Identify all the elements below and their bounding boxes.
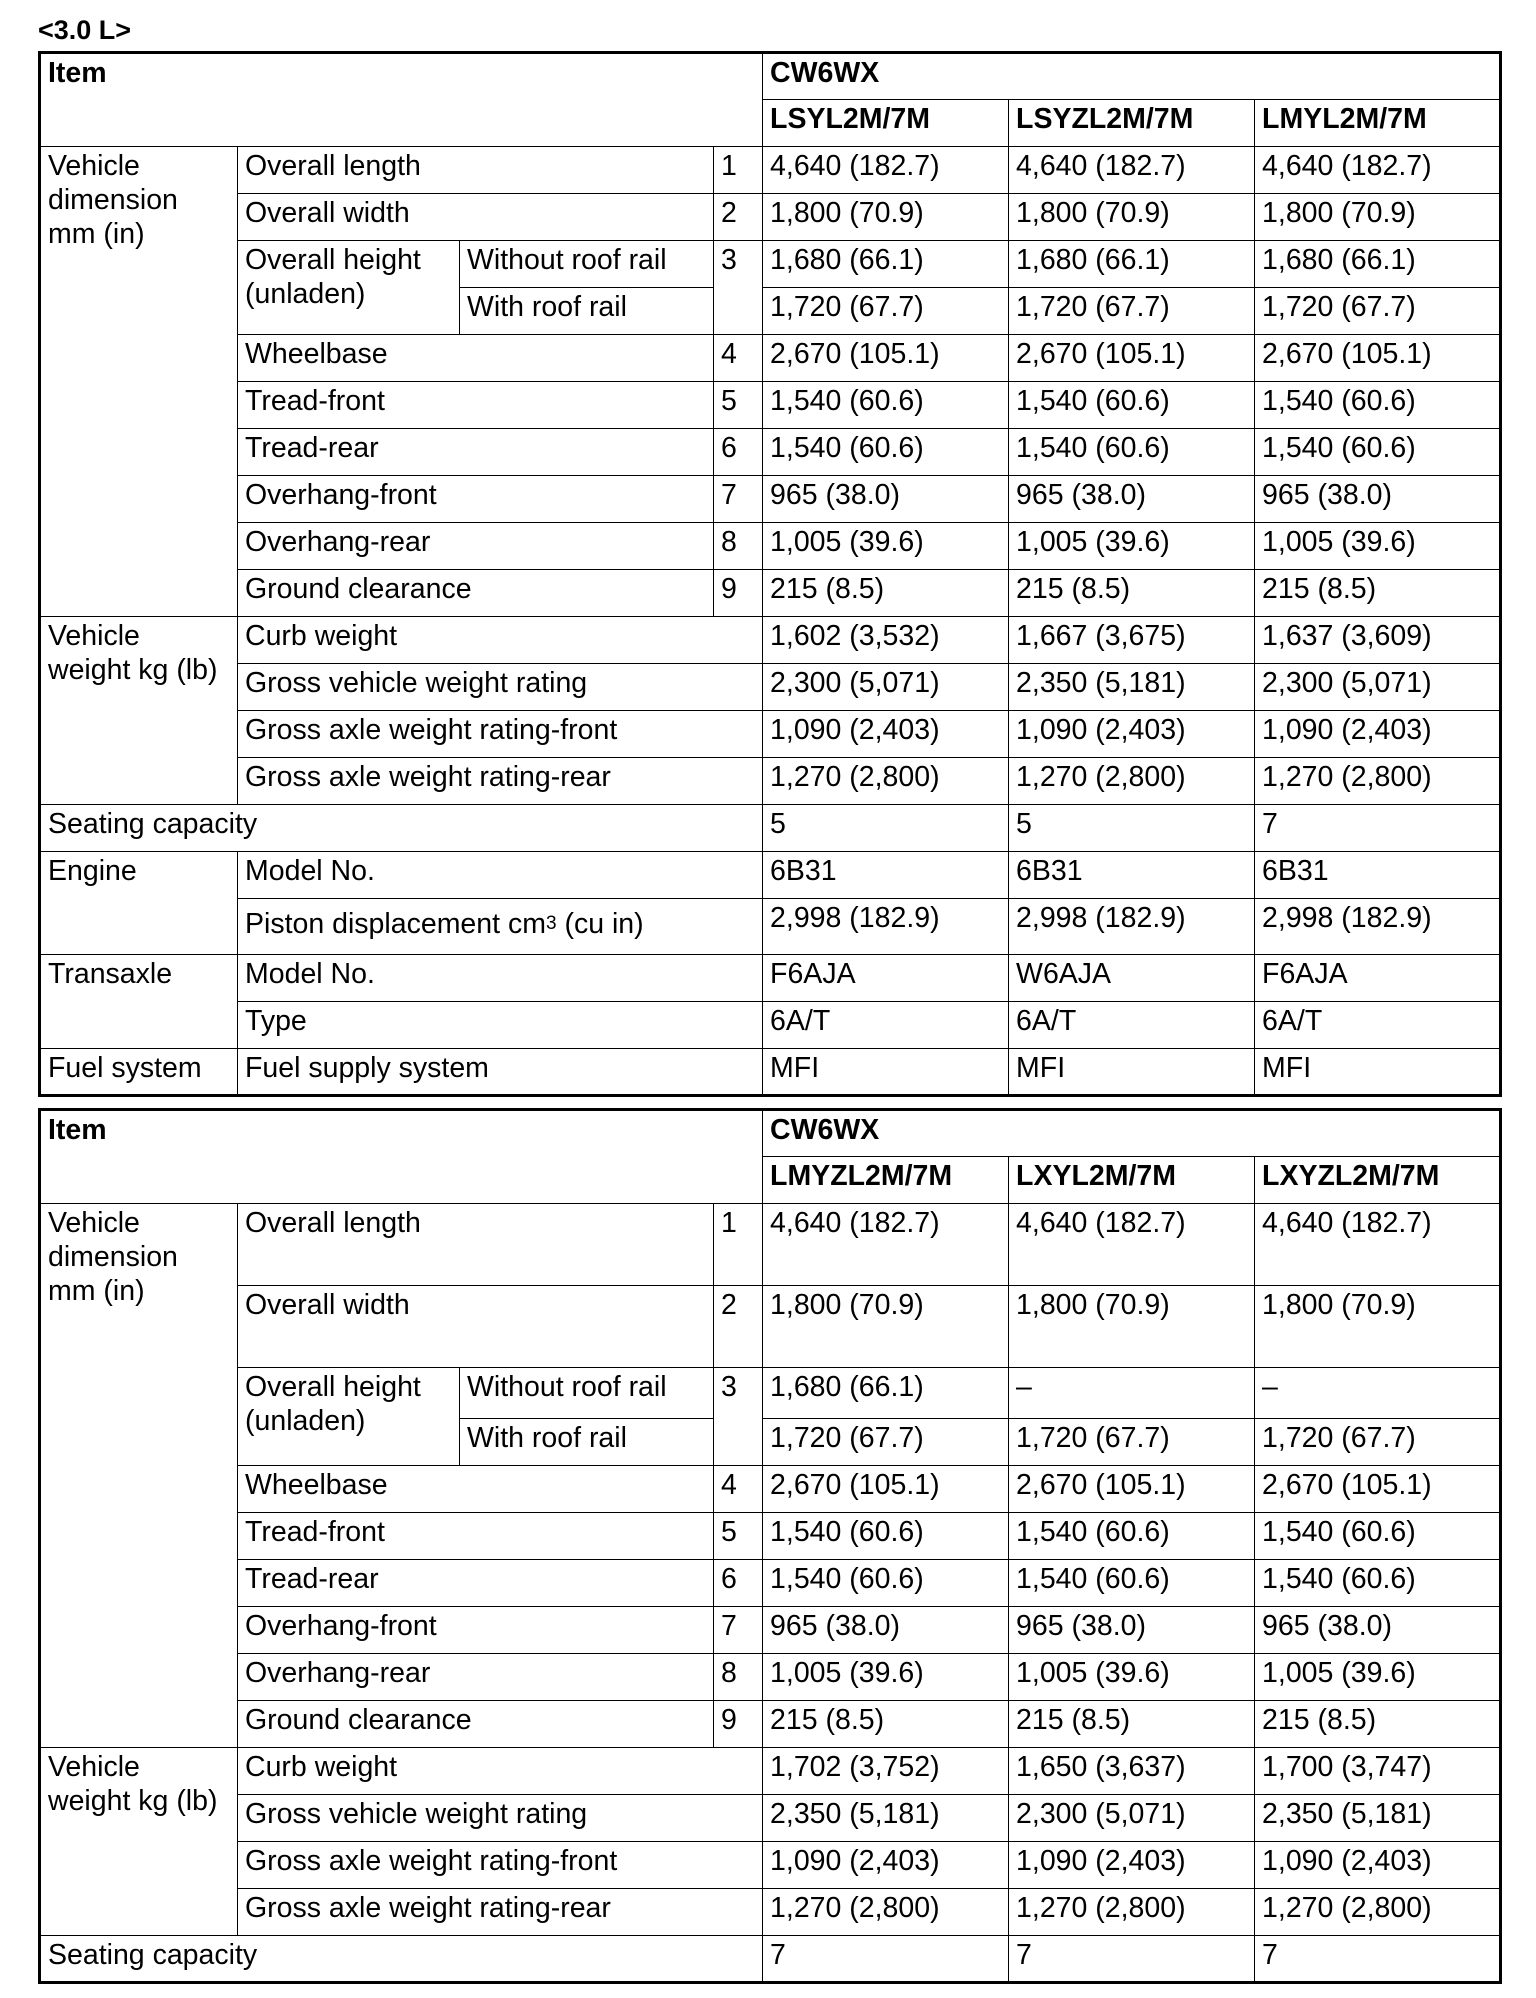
row-number: 3 [714, 1368, 763, 1466]
group-label: Vehicle dimension mm (in) [40, 1204, 238, 1748]
row-label: Fuel supply system [238, 1049, 763, 1096]
table-row [40, 1110, 1501, 1157]
cell-value: 1,800 (70.9) [763, 1286, 1009, 1368]
cell-value: 1,602 (3,532) [763, 617, 1009, 664]
header-model: LSYL2M/7M [763, 100, 1009, 147]
cell-value: 1,680 (66.1) [1009, 241, 1255, 288]
table-row [40, 1936, 1501, 1983]
table-row [40, 617, 1501, 664]
table-row [40, 1466, 1501, 1513]
cell-value: 1,720 (67.7) [1009, 1419, 1255, 1466]
cell-value: 7 [1255, 805, 1501, 852]
cell-value: 1,540 (60.6) [1255, 382, 1501, 429]
cell-value: 1,702 (3,752) [763, 1748, 1009, 1795]
cell-value: 965 (38.0) [1255, 476, 1501, 523]
cell-value: 215 (8.5) [763, 570, 1009, 617]
cell-value: 1,005 (39.6) [763, 1654, 1009, 1701]
row-number: 2 [714, 194, 763, 241]
table-row [40, 335, 1501, 382]
cell-value: 1,090 (2,403) [763, 1842, 1009, 1889]
row-label: Tread-front [238, 1513, 714, 1560]
table-row [40, 382, 1501, 429]
table-row [40, 1654, 1501, 1701]
cell-value: 1,005 (39.6) [1009, 523, 1255, 570]
sub-row-label: Without roof rail [460, 241, 714, 288]
cell-value: 1,667 (3,675) [1009, 617, 1255, 664]
header-group: CW6WX [763, 1110, 1501, 1157]
row-label: Tread-rear [238, 429, 714, 476]
cell-value: 1,540 (60.6) [1009, 429, 1255, 476]
row-number: 1 [714, 147, 763, 194]
cell-value: 1,270 (2,800) [1009, 758, 1255, 805]
cell-value: 1,540 (60.6) [763, 1560, 1009, 1607]
table-row [40, 1049, 1501, 1096]
row-label: Curb weight [238, 617, 763, 664]
cell-value: 2,670 (105.1) [1255, 335, 1501, 382]
table-row [40, 429, 1501, 476]
group-label: Vehicle dimension mm (in) [40, 147, 238, 617]
label-text: Piston displacement cm [245, 908, 546, 940]
cell-value: 215 (8.5) [763, 1701, 1009, 1748]
row-label: Tread-rear [238, 1560, 714, 1607]
row-label: Gross vehicle weight rating [238, 664, 763, 711]
cell-value: 215 (8.5) [1009, 1701, 1255, 1748]
cell-value: 1,540 (60.6) [1255, 429, 1501, 476]
row-label: Overall width [238, 194, 714, 241]
table-row [40, 194, 1501, 241]
cell-value: 215 (8.5) [1255, 1701, 1501, 1748]
cell-value: 4,640 (182.7) [763, 147, 1009, 194]
table-row [40, 1002, 1501, 1049]
spec-table-2 [38, 1108, 1502, 1984]
cell-value: 7 [763, 1936, 1009, 1983]
cell-value: 1,270 (2,800) [1255, 1889, 1501, 1936]
cell-value: 7 [1009, 1936, 1255, 1983]
cell-value: 1,800 (70.9) [1255, 194, 1501, 241]
table-row [40, 523, 1501, 570]
cell-value: 1,540 (60.6) [763, 1513, 1009, 1560]
row-label: Gross vehicle weight rating [238, 1795, 763, 1842]
cell-value: 2,300 (5,071) [763, 664, 1009, 711]
cell-value: 4,640 (182.7) [1255, 147, 1501, 194]
cell-value: 1,800 (70.9) [1009, 1286, 1255, 1368]
table-row [40, 1795, 1501, 1842]
row-number: 1 [714, 1204, 763, 1286]
cell-value: 5 [1009, 805, 1255, 852]
row-number: 5 [714, 382, 763, 429]
cell-value: 1,680 (66.1) [763, 1368, 1009, 1419]
cell-value: 1,270 (2,800) [1009, 1889, 1255, 1936]
cell-value: MFI [763, 1049, 1009, 1096]
table-row [40, 1204, 1501, 1286]
sub-row-label: With roof rail [460, 288, 714, 335]
cell-value: 7 [1255, 1936, 1501, 1983]
row-label: Overhang-rear [238, 523, 714, 570]
superscript: 3 [545, 913, 557, 934]
cell-value: 2,998 (182.9) [1255, 899, 1501, 955]
cell-value: 1,540 (60.6) [1255, 1513, 1501, 1560]
group-label: Engine [40, 852, 238, 955]
table-row [40, 570, 1501, 617]
header-model: LMYL2M/7M [1255, 100, 1501, 147]
header-model: LXYL2M/7M [1009, 1157, 1255, 1204]
header-group: CW6WX [763, 53, 1501, 100]
cell-value: 2,998 (182.9) [763, 899, 1009, 955]
sub-row-label: With roof rail [460, 1419, 714, 1466]
cell-value: 6B31 [1009, 852, 1255, 899]
table-row [40, 476, 1501, 523]
cell-value: 1,540 (60.6) [763, 429, 1009, 476]
spec-table-1 [38, 51, 1502, 1097]
table-row [40, 1889, 1501, 1936]
row-label: Gross axle weight rating-rear [238, 1889, 763, 1936]
cell-value: 6B31 [1255, 852, 1501, 899]
cell-value: 1,680 (66.1) [763, 241, 1009, 288]
cell-value: 1,700 (3,747) [1255, 1748, 1501, 1795]
row-number: 3 [714, 241, 763, 335]
table-row [40, 1701, 1501, 1748]
cell-value: 6A/T [763, 1002, 1009, 1049]
row-number: 8 [714, 523, 763, 570]
cell-value: 1,540 (60.6) [1255, 1560, 1501, 1607]
row-label: Overhang-rear [238, 1654, 714, 1701]
cell-value: 1,800 (70.9) [1255, 1286, 1501, 1368]
cell-value: – [1009, 1368, 1255, 1419]
header-model: LXYZL2M/7M [1255, 1157, 1501, 1204]
table-row [40, 53, 1501, 100]
row-label: Gross axle weight rating-front [238, 711, 763, 758]
cell-value: F6AJA [763, 955, 1009, 1002]
row-label: Seating capacity [40, 805, 763, 852]
row-number: 8 [714, 1654, 763, 1701]
table-row [40, 1368, 1501, 1419]
cell-value: 2,670 (105.1) [1009, 335, 1255, 382]
cell-value: 1,720 (67.7) [1255, 288, 1501, 335]
cell-value: 2,350 (5,181) [1255, 1795, 1501, 1842]
table-row [40, 805, 1501, 852]
cell-value: 5 [763, 805, 1009, 852]
row-label: Ground clearance [238, 570, 714, 617]
cell-value: 1,650 (3,637) [1009, 1748, 1255, 1795]
cell-value: 965 (38.0) [1255, 1607, 1501, 1654]
table-row [40, 1607, 1501, 1654]
row-number: 4 [714, 335, 763, 382]
table-row [40, 758, 1501, 805]
cell-value: 1,680 (66.1) [1255, 241, 1501, 288]
cell-value: 1,540 (60.6) [1009, 1513, 1255, 1560]
cell-value: MFI [1255, 1049, 1501, 1096]
cell-value: 1,540 (60.6) [763, 382, 1009, 429]
cell-value: 4,640 (182.7) [1009, 1204, 1255, 1286]
sub-row-label: Without roof rail [460, 1368, 714, 1419]
row-number: 6 [714, 429, 763, 476]
cell-value: 1,720 (67.7) [763, 1419, 1009, 1466]
cell-value: 4,640 (182.7) [763, 1204, 1009, 1286]
cell-value: 2,300 (5,071) [1009, 1795, 1255, 1842]
row-label: Wheelbase [238, 1466, 714, 1513]
cell-value: 1,090 (2,403) [1255, 1842, 1501, 1889]
row-number: 5 [714, 1513, 763, 1560]
row-label: Gross axle weight rating-rear [238, 758, 763, 805]
group-label: Vehicle weight kg (lb) [40, 617, 238, 805]
cell-value: 2,670 (105.1) [763, 335, 1009, 382]
cell-value: 1,800 (70.9) [1009, 194, 1255, 241]
table-row [40, 711, 1501, 758]
cell-value: 215 (8.5) [1009, 570, 1255, 617]
cell-value: 1,090 (2,403) [1009, 711, 1255, 758]
cell-value: 1,720 (67.7) [1009, 288, 1255, 335]
row-label: Model No. [238, 955, 763, 1002]
cell-value: 2,350 (5,181) [763, 1795, 1009, 1842]
row-label: Type [238, 1002, 763, 1049]
group-label: Vehicle weight kg (lb) [40, 1748, 238, 1936]
cell-value: 6A/T [1255, 1002, 1501, 1049]
table-row [40, 147, 1501, 194]
row-number: 9 [714, 1701, 763, 1748]
cell-value: 4,640 (182.7) [1255, 1204, 1501, 1286]
cell-value: 1,540 (60.6) [1009, 1560, 1255, 1607]
page-title: <3.0 L> [38, 15, 132, 45]
cell-value: 1,090 (2,403) [763, 711, 1009, 758]
cell-value: 1,720 (67.7) [1255, 1419, 1501, 1466]
cell-value: W6AJA [1009, 955, 1255, 1002]
table-row [40, 1560, 1501, 1607]
group-label: Fuel system [40, 1049, 238, 1096]
group-label: Transaxle [40, 955, 238, 1049]
table-row [40, 852, 1501, 899]
table-row [40, 1513, 1501, 1560]
cell-value: 4,640 (182.7) [1009, 147, 1255, 194]
row-number: 2 [714, 1286, 763, 1368]
cell-value: 1,540 (60.6) [1009, 382, 1255, 429]
row-label: Gross axle weight rating-front [238, 1842, 763, 1889]
row-label: Overall height (unladen) [238, 1368, 460, 1466]
row-label: Wheelbase [238, 335, 714, 382]
cell-value: 1,005 (39.6) [763, 523, 1009, 570]
table-row [40, 1286, 1501, 1368]
cell-value: 1,270 (2,800) [1255, 758, 1501, 805]
cell-value: – [1255, 1368, 1501, 1419]
cell-value: 1,637 (3,609) [1255, 617, 1501, 664]
row-label: Model No. [238, 852, 763, 899]
row-label: Seating capacity [40, 1936, 763, 1983]
cell-value: 1,005 (39.6) [1255, 1654, 1501, 1701]
cell-value: 2,670 (105.1) [1009, 1466, 1255, 1513]
cell-value: 1,005 (39.6) [1009, 1654, 1255, 1701]
cell-value: 2,670 (105.1) [1255, 1466, 1501, 1513]
cell-value: 2,300 (5,071) [1255, 664, 1501, 711]
header-item: Item [40, 1110, 763, 1204]
cell-value: 1,090 (2,403) [1255, 711, 1501, 758]
cell-value: 1,005 (39.6) [1255, 523, 1501, 570]
row-label: Tread-front [238, 382, 714, 429]
row-number: 7 [714, 476, 763, 523]
cell-value: 2,670 (105.1) [763, 1466, 1009, 1513]
header-item: Item [40, 53, 763, 147]
cell-value: 1,270 (2,800) [763, 758, 1009, 805]
cell-value: 1,720 (67.7) [763, 288, 1009, 335]
cell-value: 6A/T [1009, 1002, 1255, 1049]
cell-value: 1,090 (2,403) [1009, 1842, 1255, 1889]
cell-value: 965 (38.0) [763, 476, 1009, 523]
row-number: 4 [714, 1466, 763, 1513]
cell-value: 965 (38.0) [1009, 1607, 1255, 1654]
row-label: Overhang-front [238, 476, 714, 523]
row-number: 6 [714, 1560, 763, 1607]
cell-value: 2,998 (182.9) [1009, 899, 1255, 955]
cell-value: F6AJA [1255, 955, 1501, 1002]
row-label: Overall length [238, 1204, 714, 1286]
table-row [40, 955, 1501, 1002]
row-label [238, 899, 763, 955]
row-label: Ground clearance [238, 1701, 714, 1748]
cell-value: 965 (38.0) [1009, 476, 1255, 523]
header-model: LMYZL2M/7M [763, 1157, 1009, 1204]
cell-value: MFI [1009, 1049, 1255, 1096]
row-label: Overall height (unladen) [238, 241, 460, 335]
label-text: (cu in) [556, 908, 644, 940]
cell-value: 965 (38.0) [763, 1607, 1009, 1654]
row-label: Overall length [238, 147, 714, 194]
table-row [40, 899, 1501, 955]
cell-value: 2,350 (5,181) [1009, 664, 1255, 711]
row-number: 7 [714, 1607, 763, 1654]
row-label: Overhang-front [238, 1607, 714, 1654]
table-row [40, 664, 1501, 711]
cell-value: 215 (8.5) [1255, 570, 1501, 617]
cell-value: 6B31 [763, 852, 1009, 899]
table-row [40, 1748, 1501, 1795]
header-model: LSYZL2M/7M [1009, 100, 1255, 147]
cell-value: 1,800 (70.9) [763, 194, 1009, 241]
table-row [40, 1842, 1501, 1889]
cell-value: 1,270 (2,800) [763, 1889, 1009, 1936]
row-label: Overall width [238, 1286, 714, 1368]
row-label: Curb weight [238, 1748, 763, 1795]
table-row [40, 241, 1501, 288]
row-number: 9 [714, 570, 763, 617]
